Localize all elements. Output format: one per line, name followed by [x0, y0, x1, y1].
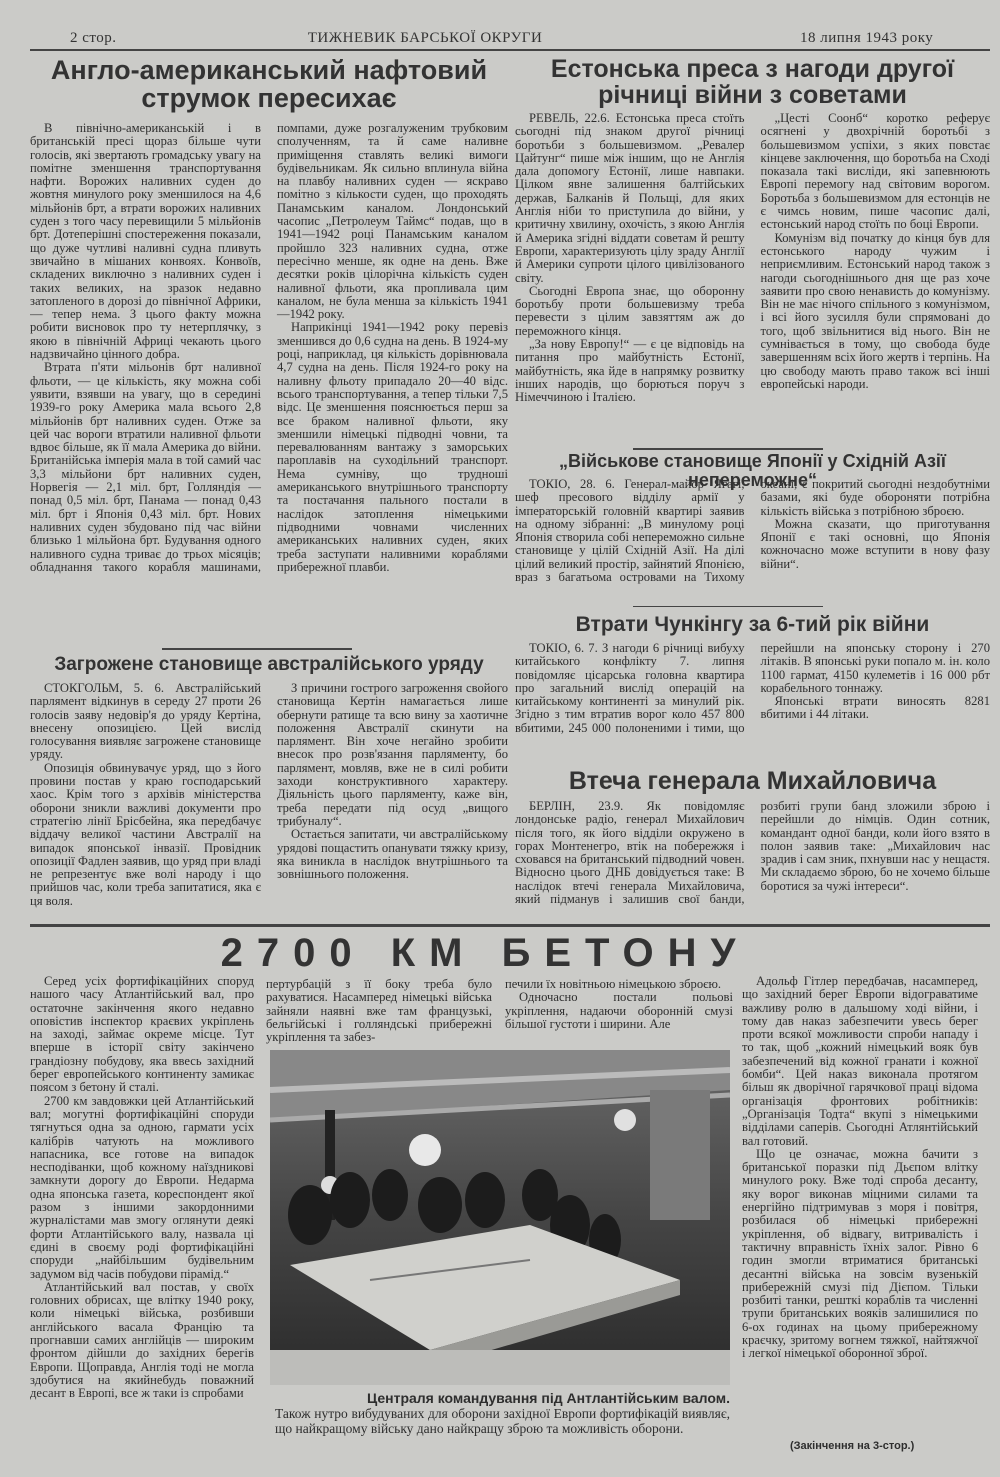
paragraph: В північно-американській і в британській пресі щораз більше чути голосів, які звертають громадську увагу на помітне зменшення транспортування нафти. Ворожих наливних суден до жовтня минулого року зменшилося на 4,6 мільйонів брт, а втрати ворожих наливних суден з того часу перевищили 5 мільйонів брт. Дотеперішні спостереження показали, що дуже чутливі наливні судна пливуть звичайно в мішаних конвоях. Конвоїв, складених виключно з наливних суден і таких великих, на зразок недавно затопленого в дорозі до північної Африки, — тепер нема. З цього факту можна робити висновок про ту нетерплячку, з якою в північній Африці чекають цього надзвичайно цінного добра. [30, 122, 261, 362]
paragraph: Сьогодні Европа знає, що оборонну боротьбу проти большевизму треба перевести з цілим завзяттям аж до переможного кінця. [515, 283, 745, 338]
divider [633, 448, 823, 450]
headline: Втрати Чункінгу за 6-тий рік війни [575, 613, 930, 636]
paragraph: „Цесті Соонб“ коротко реферує осягнені у двохрічній боротьбі з большевизмом успіхи, з яких повстає кінцеве заключення, що боротьба на Сході показала такі висліди, які запевнюють Европі перемогу над світовим ворогом. Боротьба з большевизмом для естонців не є чимсь новим, пише часопис далі, естонський народ стоїть по боці Европи. [760, 112, 990, 232]
article-body [515, 112, 990, 444]
article-mihailovic [515, 768, 990, 920]
photo-caption-title: Централя командування під Антлантійським валом. [366, 1390, 730, 1406]
photo-image [270, 1050, 730, 1385]
feature-column-1 [30, 975, 254, 1457]
continued-note: (Закінчення на 3-стор.) [790, 1440, 915, 1452]
article-australia [30, 655, 508, 918]
headline: Англо-американський нафтовий струмок пересихає [50, 55, 488, 114]
paragraph: ТОКІО, 28. 6. Генерал-майор Ягагі, шеф пресового відділу армії у імператорській головній квартирі заявив на одному зібранні: „В минулому році Японія створила собі непереможно сильне становище у цілій Східній Азії. На ділі цілий великий простір, зайнятий Японією, враз з багатьома островами на Тихому океані, є покритий сьогодні нездобутніми базами, які буде обороняти потрібна кількість війська з потрібною зброєю. [515, 478, 990, 585]
paragraph: Можна сказати, що приготування Японії є такі основні, що Японія кожночасно може вступити в нову фазу війни“. [760, 516, 990, 571]
photo-caption-text: Також нутро вибудуваних для оборони західної Европи фортифікацій виявляє, що найкращому війську дано найкращу зброю та можливість оборони. [275, 1406, 730, 1436]
paragraph: Японські втрати виносять 8281 вбитими і 44 літаки. [760, 694, 990, 722]
feature-column-3 [505, 978, 733, 1046]
paragraph: Комунізм від початку до кінця був для естонського народу чужим і неприємливим. Естонський народ також з нагоди сьогоднішнього дня ще раз хоче заявити про свою ненависть до комунізму. Він не має нічого спільного з комунізмом, і всі його зусилля були спрямовані до того, щоб звільнитися від нього. Він не сумнівається в тому, що свобода буде завершенням всіх його жертв і терпінь. На цю свободу мають право також всі інші европейські народи. [760, 230, 990, 391]
divider [633, 606, 823, 607]
paragraph: Одночасно постали польові укріплення, надаючи оборонній смузі більшої густоти і ширини. Але [505, 990, 733, 1031]
paragraph: 2700 км завдовжки цей Атлантійський вал; могутні фортифікаційні споруди тягнуться одна за одною, гармати усіх калібрів чатують на можливого напасника, все готове на випадок несподіванки, щоб кожному наїздникові замкнути дорогу до Европи. Недарма одна японська газета, кореспондент якої разом з іншими закордонними журналістами мав змогу оглянути деякі форти Атлантійського валу, назвала ці єдині в своєму роді фортифікаційні споруди „найбільшим будівельним задумом від часів побудови пірамід.“ [30, 1093, 254, 1281]
header-rule [30, 49, 990, 51]
paragraph: Що це означає, можна бачити з британської поразки під Дьєпом влітку минулого року. Вже тоді спроба десанту, яку ворог виконав міцними силами та енергійно підтримував з моря і повітря, розбилася об німецькі прибережні укріплення, об відвагу, витривалість і тактичну вправність їхніх залог. Рівно 6 годин змогли втриматися британські десантні війська на зовсім вузенькій прибережній смузі під Дієпом. Тільки розбиті танки, решткі кораблів та численні трупи британських вояків залишилися по 6-ох годинах на цьому прибережному краєчку, зритому вогнем тяжкої, найтяжчої і легкої німецької оборонної зброї. [742, 1146, 978, 1361]
headline: Втеча генерала Михайловича [568, 767, 937, 795]
feature-headline: 2700 КМ БЕТОНУ [220, 931, 750, 975]
paragraph: печили їх новітньою німецькою зброєю. [505, 978, 722, 991]
paragraph: Втрата п'яти мільонів брт наливної фльоти, — це кількість, яку можна собі уявити, взявши на увагу, що в середині 1939-го року Америка мала всього 2,8 мільйонів брт наливних суден. Отже за цей час вороги втратили наливної фльоти вдвоє більше, як її мала Америка до війни. Британійська імперія мала в той самий час 3,3 мільйони брт наливних суден, Норвегія — 2,1 міл. брт, Голляндія — понад 0,5 міл. брт, Панама — понад 0,43 міл. брт і Японія 0,43 міл. брт. Нових наливних суден збудовано під час війни близько 1 мільйона брт. Будування одного наливного судна триває до трьох місяців; обладнання такого корабля машинами, помпами, дуже розгалуженим трубковим сполученням, та й саме наливне приміщення ставлять великі вимоги будівельникам. Як сильно вплинула війна на плавбу наливних суден — яскраво помітно з кількости суден, що проходять Панамським каналом. Лондонський часопис „Петролеум Таймс“ подав, що в 1941—1942 році Панамським каналом пройшло 323 наливних судна, отже пересічно менше, як одне на день. Вже десятки років цілорічна кількість суден наливної фльоти, яка пропливала цим каналом, не була менша за кількість 1941—1942 року. [30, 122, 508, 574]
paragraph: Наприкінці 1941—1942 року перевіз зменшився до 0,6 судна на день. В 1924-му році, наприклад, ця кількість дорівнювала 4,7 судна на день. Після 1924-го року на наливну фльоту припадало 20—40 відс. всього транспортування, а тепер тільки 7,5 відс. Це зменшення пояснюється перш за все браком наливної фльоти, яку зменшили німецькі підводні човни, та перевалюванням вантажу з заморських пароплавів на суходільний транспорт. Нема сумніву, що трудноші американського внутрішнього транспорту та постачання пального постали в наслідок затоплення німецькими підводними човнами численних американських наливних суден, яких треба заступати наливними кораблями прибережної плавби. [277, 320, 508, 574]
paragraph: Остається запитати, чи австралійському урядові пощастить опанувати тяжку кризу, яка виникла в наслідок внутрішнього та зовнішнього положення. [277, 827, 508, 882]
paragraph: З причини гострого загроження свойого становища Кертін намагається лише обернути ратище та всю вину за хаотичне положення Австралії скинути на парлямент. Він хоче негайно зробити внесок про розв'язання парляменту, бо парлямент, мовляв, вже не в силі робити заходи конструктивного характеру. Діяльність цього парляменту, каже він, треба передати під осуд „вищого трибуналу“. [277, 682, 508, 828]
issue-date: 18 липня 1943 року [800, 30, 934, 46]
paragraph: Атлантійський вал постав, у своїх головних обрисах, ще влітку 1940 року, коли німецькі війська, розбивши англійського васала Францію та прогнавши самих англійців — широким фронтом дійшли до західних берегів Европи. Щоправда, Англія тоді не могла здобутися на якийнебудь поважний десант в Европі, все ж таки із спробами [30, 1279, 254, 1401]
paragraph: ТОКІО, 6. 7. З нагоди 6 річниці вибуху китайського конфлікту 7. липня повідомляє цісарська головна квартира про загальний вислід операцій на китайському континенті за минулий рік. Згідно з тим втратив ворог коло 457 800 вбитими, 245 000 полоненими і тими, що перейшли на японську сторону і 270 літаків. В японські руки попало м. ін. коло 1100 гармат, 4150 кулеметів і 16 000 рбт корабельного тоннажу. [515, 642, 990, 735]
paragraph: РЕВЕЛЬ, 22.6. Естонська преса стоїть сьогодні під знаком другої річниці боротьби з большевизмом. „Ревалер Цайтунг“ пише між іншим, що не Англія дала допомогу Естонії, лише навпаки. Цілком явне залишення балтійських держав, Балканів й Польщі, для яких Англія ніби то приступила до війни, у критичну хвилину, охочість, з якою Англія й Америка згідні віддати советам й решту Европи, характеризують цілу зраду Англії й Америки супроти цілого цивілізованого світу. [515, 112, 745, 285]
newspaper-title: ТИЖНЕВИК БАРСЬКОЇ ОКРУГИ [307, 30, 543, 46]
article-body [515, 642, 990, 752]
paragraph: Серед усіх фортифікаційних споруд нашого часу Атлантійський вал, про остаточне закінчення якого недавно оповістив інспектор краєвих укріплень на заході, займає окреме місце. Тут вперше в історії світу закінчено грандіозну побудову, яка ввесь західний берег европейського континенту замикає поясом з бетону й сталі. [30, 975, 254, 1095]
section-rule [30, 924, 990, 927]
divider [162, 648, 352, 650]
article-oil [30, 56, 508, 644]
headline: Естонська преса з нагоди другої річниці війни з советами [550, 55, 955, 110]
paragraph: Адольф Гітлер передбачав, насамперед, що західний берег Европи відограватиме важливу ролю в дальшому ході війни, і тому дав наказ забезпечити увесь берег проти всякої можливости спроби нападу і то так, щоб „кожний німецький вояк був забезпечений від кожної гранати і кожної бомби“. Цей наказ виконала протягом більш як дворічної гарячкової праці відома організація фронтових робітників: „Організація Тодта“ вкупі з німецькими відділами саперів. Сьогодні Атлянтійський вал готовий. [742, 975, 978, 1148]
paragraph: пертурбацій з її боку треба було рахуватися. Насамперед німецькі війська зайняли наявні вже там французькі, бельгійські і голляндські прибережні укріплення та забез- [266, 978, 492, 1045]
article-body [515, 478, 990, 600]
command-center-photo [270, 1050, 730, 1385]
feature-column-2 [266, 978, 492, 1046]
headline: Загрожене становище австралійського уряду [54, 654, 484, 675]
article-japan [515, 452, 990, 600]
article-body [515, 800, 990, 920]
article-body [30, 122, 508, 644]
page-number: 2 стор. [70, 30, 117, 46]
article-chungking [515, 614, 990, 752]
paragraph: БЕРЛІН, 23.9. Як повідомляє лондонське радіо, генерал Михайлович після того, як його відділи окружено в горах Монтенегро, втік на побережжя і сховався на британський підводний човен. Відносно цього ДНБ довідується таке: В наслідок втечі генерала Михайловича, який підманув і залишив свої банди, розбиті групи банд зложили зброю і перейшли до німців. Один сотник, командант одної банди, коли його взято в полон заявив таке: „Михайлович нас зрадив і сам зник, пхнувши нас у нещастя. Ми складаємо зброю, бо не хочемо більше боротися за чужі інтереси“. [515, 800, 990, 907]
article-estonia [515, 56, 990, 444]
paragraph: Опозиція обвинувачує уряд, що з його провини постав у краю господарський хаос. Крім того з архівів міністерства оборони зникли важливі документи про стратегію лінії Брісбейна, яка передбачує віддачу великої частини Австралії на випадок японської інвазії. Провідник опозиції Фадлен заявив, що уряд при владі не репрезентує вже волі народу і що прийшов час, коли треба запитатися, яка є ця воля. [30, 760, 261, 908]
headline: „Військове становище Японії у Східній Азії непереможне“ [559, 451, 946, 490]
feature-column-4 [742, 975, 978, 1435]
article-body [30, 682, 508, 918]
paragraph: „За нову Европу!“ — є це відповідь на питання про майбутність Естонії, майбутність, яка йде в напрямку розвитку інших народів, що борються поруч з Німеччиною і Італією. [515, 337, 745, 405]
paragraph: СТОКГОЛЬМ, 5. 6. Австралійський парлямент відкинув в середу 27 проти 26 голосів заяву недовір'я до уряду Кертіна, внесену опозицією. Цей вислід голосування виявляє загрожене становище уряду. [30, 682, 261, 762]
